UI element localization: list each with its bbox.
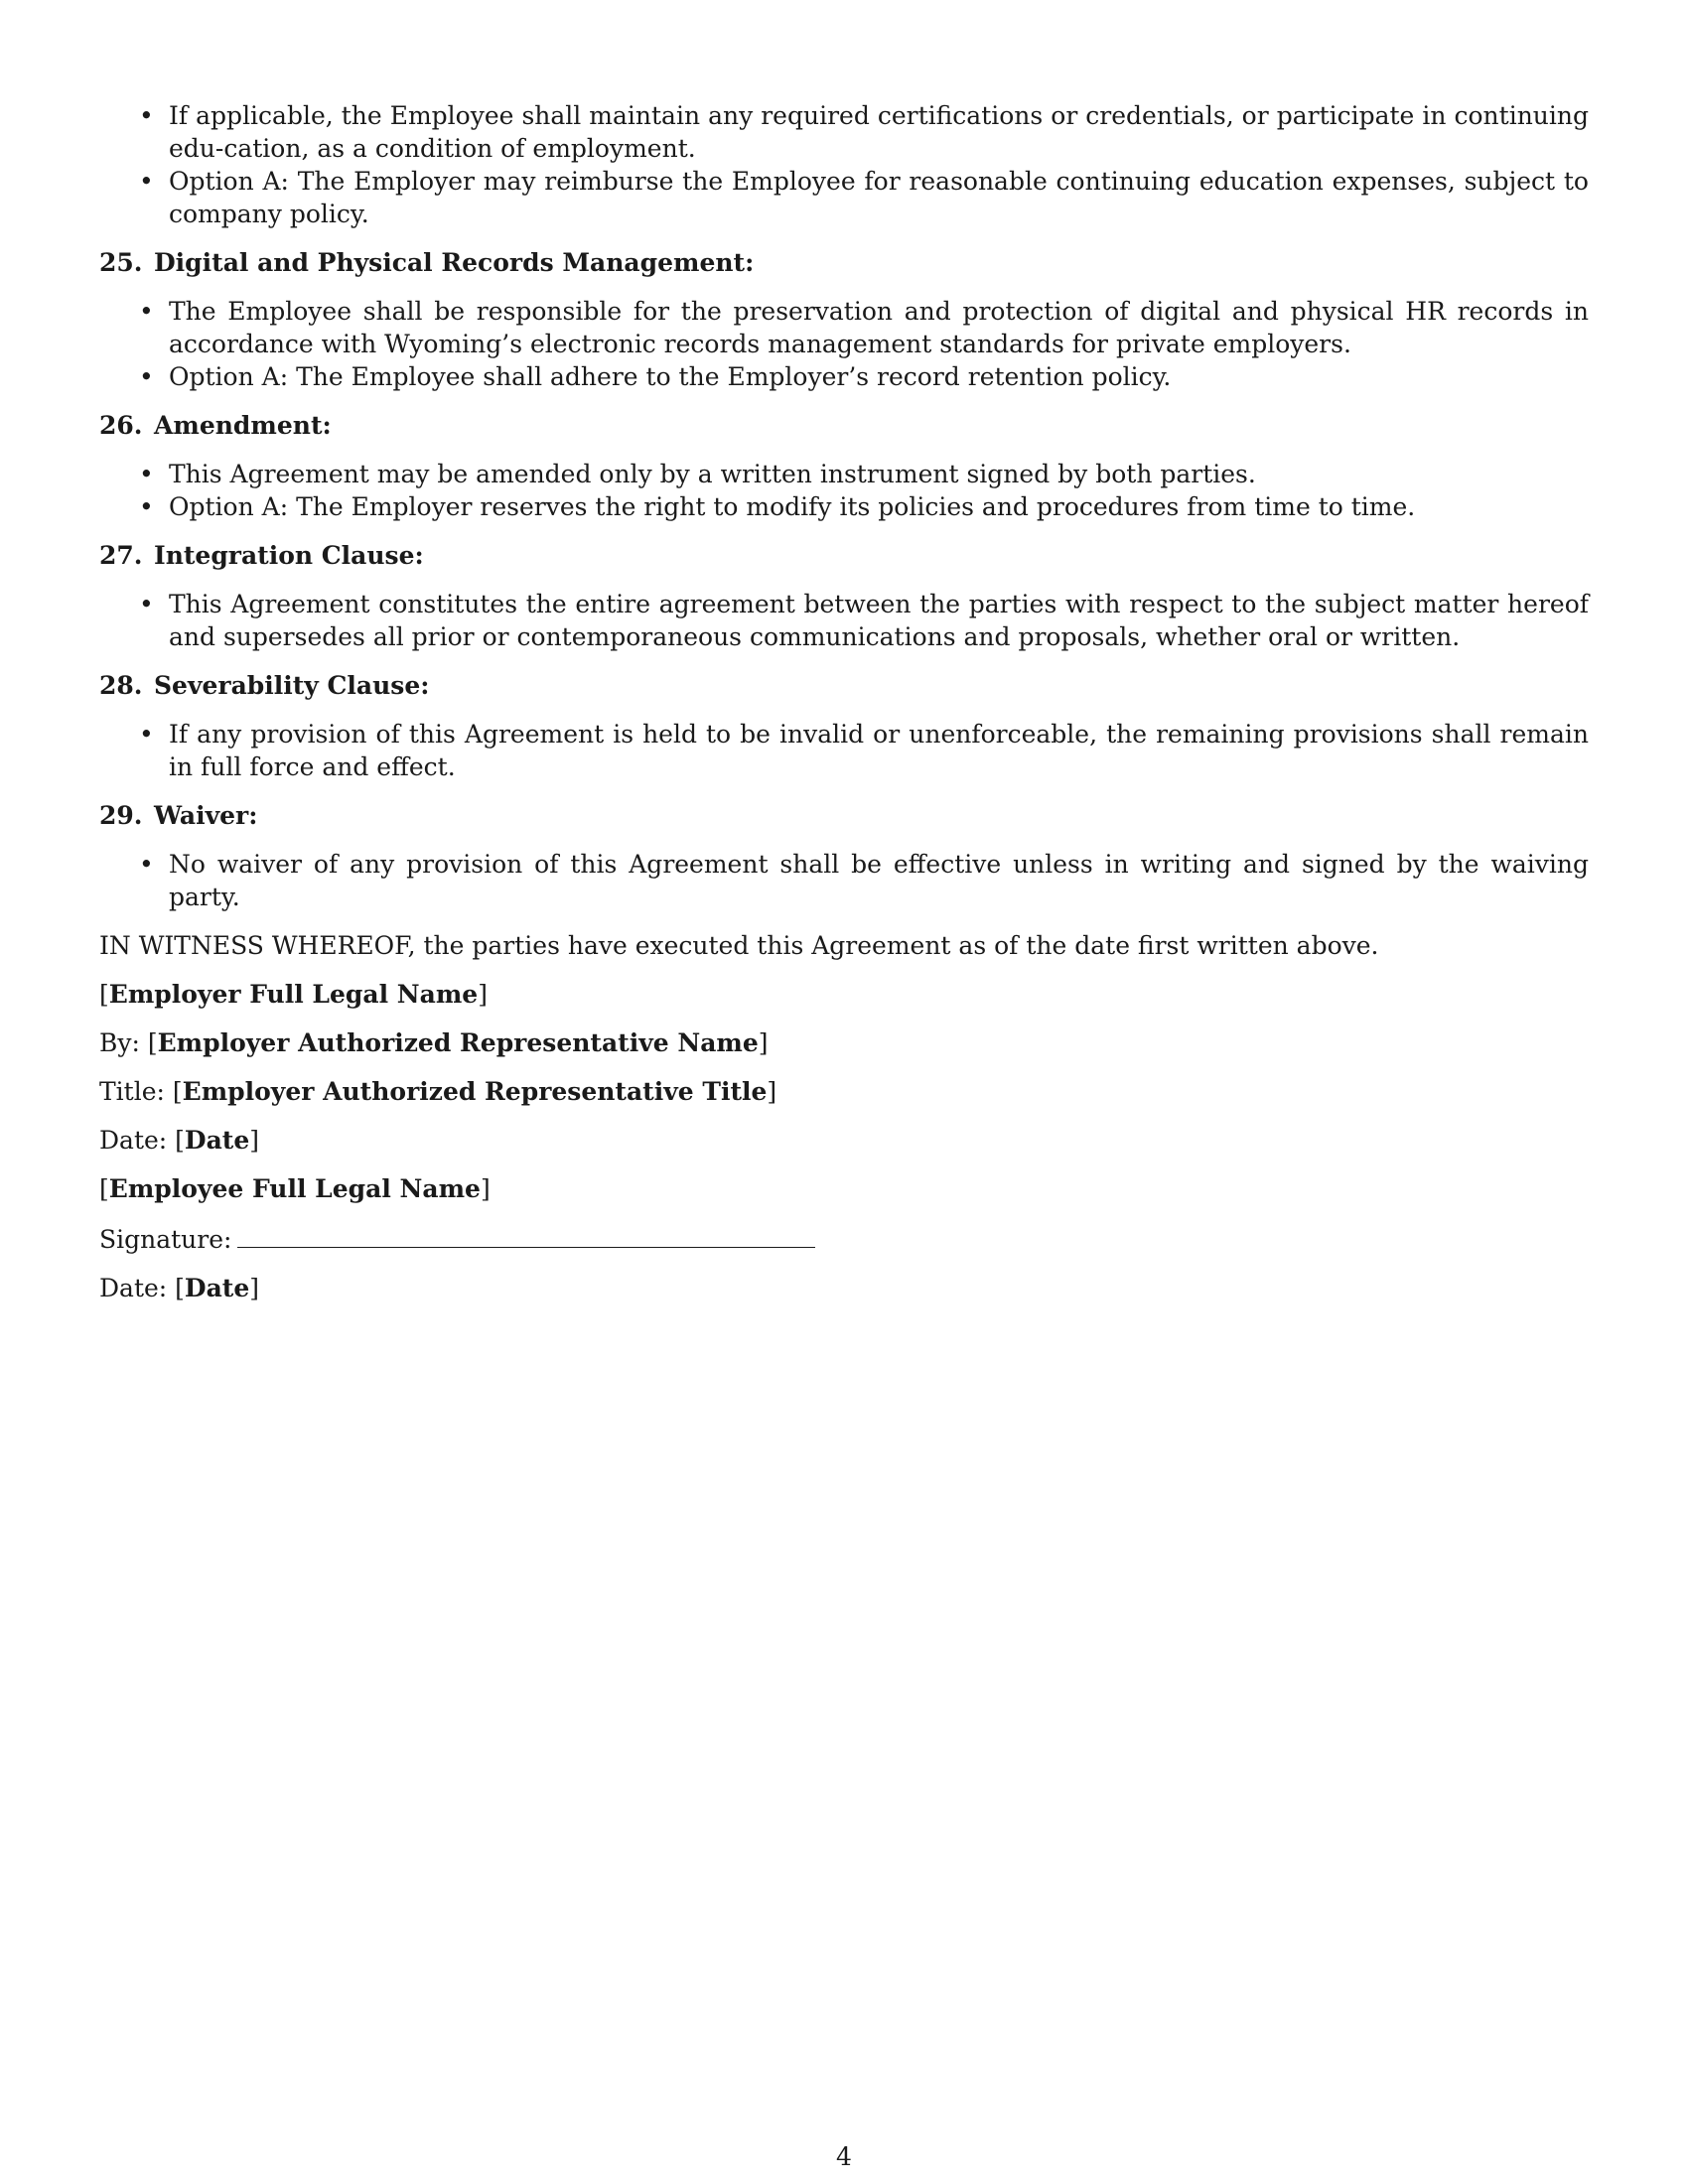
list-item: • If applicable, the Employee shall maintain any required certifications or credentials, or participate in continuing edu-cation, as a condition of employment. [99, 99, 1589, 165]
employee-name-line: [Employee Full Legal Name] [99, 1174, 491, 1203]
list-item: • This Agreement constitutes the entire agreement between the parties with respect to the subject matter hereof and supersedes all prior or contemporaneous communications and proposals, whether oral or written. [99, 588, 1589, 653]
section-bullet-list [99, 295, 1589, 393]
employer-name: Employer Full Legal Name [108, 980, 479, 1009]
title-label: Title: [99, 1077, 165, 1106]
list-item: • Option A: The Employer reserves the right to modify its policies and procedures from time to time. [99, 490, 1589, 523]
section-heading-27 [99, 539, 1589, 572]
section-bullet-list [99, 718, 1589, 783]
list-item: • This Agreement may be amended only by a written instrument signed by both parties. [99, 458, 1589, 490]
section-number: 29. [99, 801, 143, 830]
section-number: 27. [99, 541, 143, 570]
section-heading-29 [99, 799, 1589, 832]
section-title: Amendment: [154, 411, 332, 440]
employer-date-line: Date: [Date] [99, 1126, 260, 1155]
section-title: Digital and Physical Records Management: [154, 248, 755, 277]
employee-date-label: Date: [99, 1274, 168, 1302]
list-item: • The Employee shall be responsible for the preservation and protection of digital and physical HR records in accordance with Wyoming’s electronic records management standards for private employers. [99, 295, 1589, 360]
section-bullet-list [99, 588, 1589, 653]
list-item: • Option A: The Employer may reimburse the Employee for reasonable continuing education expenses, subject to company policy. [99, 165, 1589, 230]
employer-date-label: Date: [99, 1126, 168, 1155]
list-item: • If any provision of this Agreement is held to be invalid or unenforceable, the remaining provisions shall remain in full force and effect. [99, 718, 1589, 783]
section-number: 26. [99, 411, 143, 440]
employee-date-line: Date: [Date] [99, 1274, 260, 1302]
section-number: 28. [99, 671, 143, 700]
section-number: 25. [99, 248, 143, 277]
document-page [99, 99, 1589, 1304]
employer-name-line: [Employer Full Legal Name] [99, 980, 488, 1009]
title-value: Employer Authorized Representative Title [182, 1077, 768, 1106]
list-item: • Option A: The Employee shall adhere to the Employer’s record retention policy. [99, 360, 1589, 393]
list-item: • No waiver of any provision of this Agreement shall be effective unless in writing and signed by the waiving party. [99, 848, 1589, 913]
signature-field[interactable] [237, 1221, 815, 1248]
section-title: Integration Clause: [154, 541, 424, 570]
title-line: Title: [Employer Authorized Representative Title] [99, 1077, 777, 1106]
section-title: Severability Clause: [154, 671, 430, 700]
employee-date-value: Date [184, 1274, 250, 1302]
by-value: Employer Authorized Representative Name [157, 1028, 759, 1057]
signature-label: Signature: [99, 1225, 232, 1254]
page-number: 4 [836, 2142, 852, 2171]
section-bullet-list [99, 458, 1589, 523]
intro-bullet-list [99, 99, 1589, 230]
employee-name: Employee Full Legal Name [108, 1174, 481, 1203]
section-heading-25 [99, 246, 1589, 279]
section-heading-26 [99, 409, 1589, 442]
section-title: Waiver: [154, 801, 258, 830]
by-line: By: [Employer Authorized Representative Name] [99, 1028, 769, 1057]
signature-line [99, 1221, 1589, 1256]
section-heading-28 [99, 669, 1589, 702]
employer-date-value: Date [184, 1126, 250, 1155]
witness-statement: IN WITNESS WHEREOF, the parties have executed this Agreement as of the date first written above. [99, 931, 1379, 960]
section-bullet-list [99, 848, 1589, 913]
by-label: By: [99, 1028, 140, 1057]
